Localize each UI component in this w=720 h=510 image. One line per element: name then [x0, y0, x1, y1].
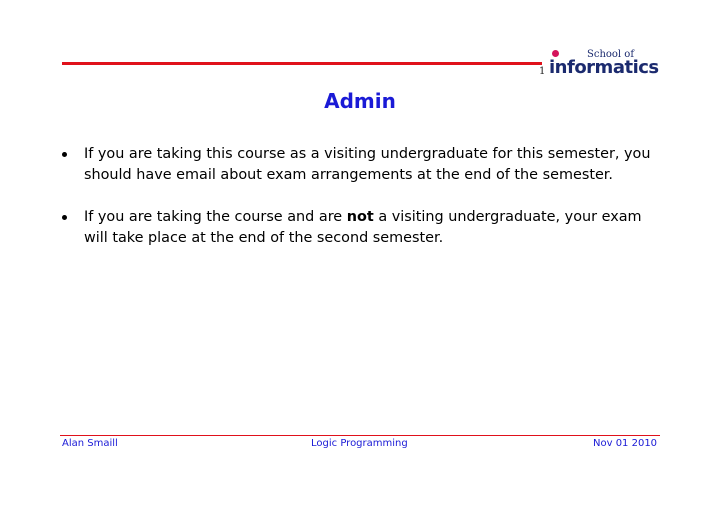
- bullet-line: [84, 207, 670, 228]
- logo-wordmark: informatics: [549, 57, 659, 78]
- header-rule: [62, 62, 542, 65]
- bullet-item: [60, 144, 670, 186]
- bullet-line: should have email about exam arrangements at the end of the semester.: [84, 167, 613, 183]
- bullet-text: If you are taking the course and are: [84, 209, 347, 225]
- bullet-line: will take place at the end of the second semester.: [84, 230, 444, 246]
- emphasis-text: not: [346, 209, 374, 225]
- logo-dot-icon: [552, 50, 559, 57]
- footer-rule: [60, 435, 660, 436]
- logo-school-of-text: School of: [587, 49, 635, 60]
- school-of-informatics-logo: [549, 46, 669, 78]
- bullet-list: [60, 144, 670, 270]
- footer-course: Logic Programming: [311, 438, 408, 449]
- bullet-line: If you are taking this course as a visiting undergraduate for this semester, you: [84, 146, 651, 162]
- footer-date: Nov 01 2010: [593, 438, 658, 449]
- bullet-dot-icon: [62, 152, 67, 157]
- slide-title: Admin: [324, 89, 396, 113]
- bullet-item: [60, 207, 670, 249]
- page-number: 1: [539, 66, 546, 77]
- footer-author: Alan Smaill: [62, 438, 118, 449]
- bullet-text: a visiting undergraduate, your exam: [373, 209, 642, 225]
- bullet-dot-icon: [62, 215, 67, 220]
